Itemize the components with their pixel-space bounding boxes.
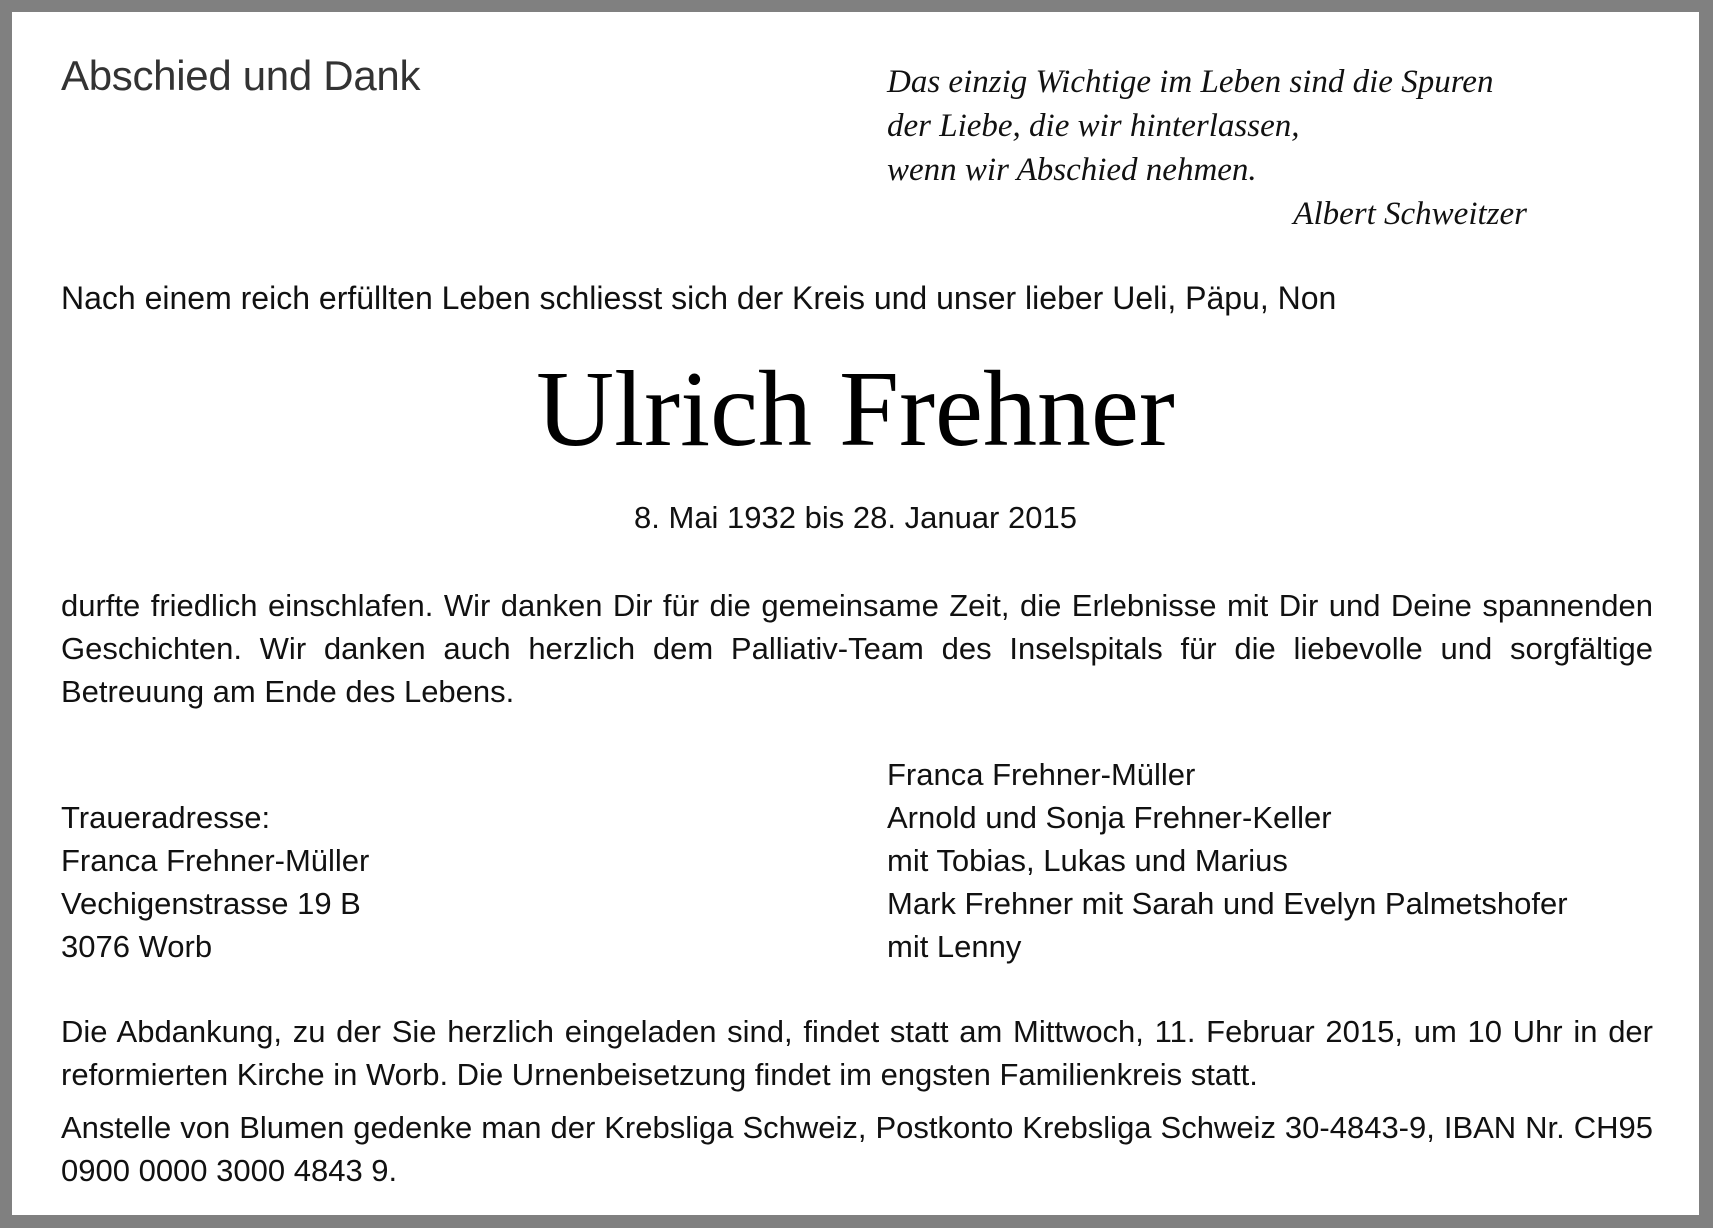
family-line: mit Tobias, Lukas und Marius: [887, 843, 1288, 878]
quote-line: Das einzig Wichtige im Leben sind die Spuren: [887, 64, 1494, 100]
obituary-card: [12, 12, 1699, 1215]
quote-line: der Liebe, die wir hinterlassen,: [887, 108, 1300, 144]
family-line: Mark Frehner mit Sarah und Evelyn Palmetshofer: [887, 886, 1568, 921]
address-label: Traueradresse:: [61, 800, 271, 835]
address-city: 3076 Worb: [61, 929, 213, 964]
mourning-address: [61, 796, 369, 968]
address-street: Vechigenstrasse 19 B: [61, 886, 361, 921]
deceased-name: Ulrich Frehner: [536, 350, 1175, 469]
life-dates: 8. Mai 1932 bis 28. Januar 2015: [634, 500, 1077, 535]
header-title: Abschied und Dank: [61, 52, 421, 99]
family-line: Franca Frehner-Müller: [887, 757, 1196, 792]
address-name: Franca Frehner-Müller: [61, 843, 370, 878]
intro-text: Nach einem reich erfüllten Leben schliesst sich der Kreis und unser lieber Ueli, Päpu, Non: [61, 280, 1337, 316]
family-line: Arnold und Sonja Frehner-Keller: [887, 800, 1332, 835]
quote-author: Albert Schweitzer: [1293, 196, 1527, 232]
family-list: [887, 753, 1568, 968]
thanks-paragraph: durfte friedlich einschlafen. Wir danken Dir für die gemeinsame Zeit, die Erlebnisse mit Dir und Deine spannenden Geschichten. Wir danken auch herzlich dem Palliativ-Team des Inselspitals für die liebevolle und sorgfältige Betreuung am Ende des Lebens.: [61, 588, 1653, 709]
quote-line: wenn wir Abschied nehmen.: [887, 152, 1257, 188]
ceremony-paragraph: Die Abdankung, zu der Sie herzlich eingeladen sind, findet statt am Mittwoch, 11. Februar 2015, um 10 Uhr in der reformierten Kirche in Worb. Die Urnenbeisetzung findet im engsten Familienkreis statt.: [61, 1014, 1653, 1092]
quote-block: [887, 60, 1537, 236]
family-line: mit Lenny: [887, 929, 1022, 964]
donation-paragraph: Anstelle von Blumen gedenke man der Krebsliga Schweiz, Postkonto Krebsliga Schweiz 30-4843-9, IBAN Nr. CH95 0900 0000 3000 4843 9.: [61, 1110, 1653, 1188]
